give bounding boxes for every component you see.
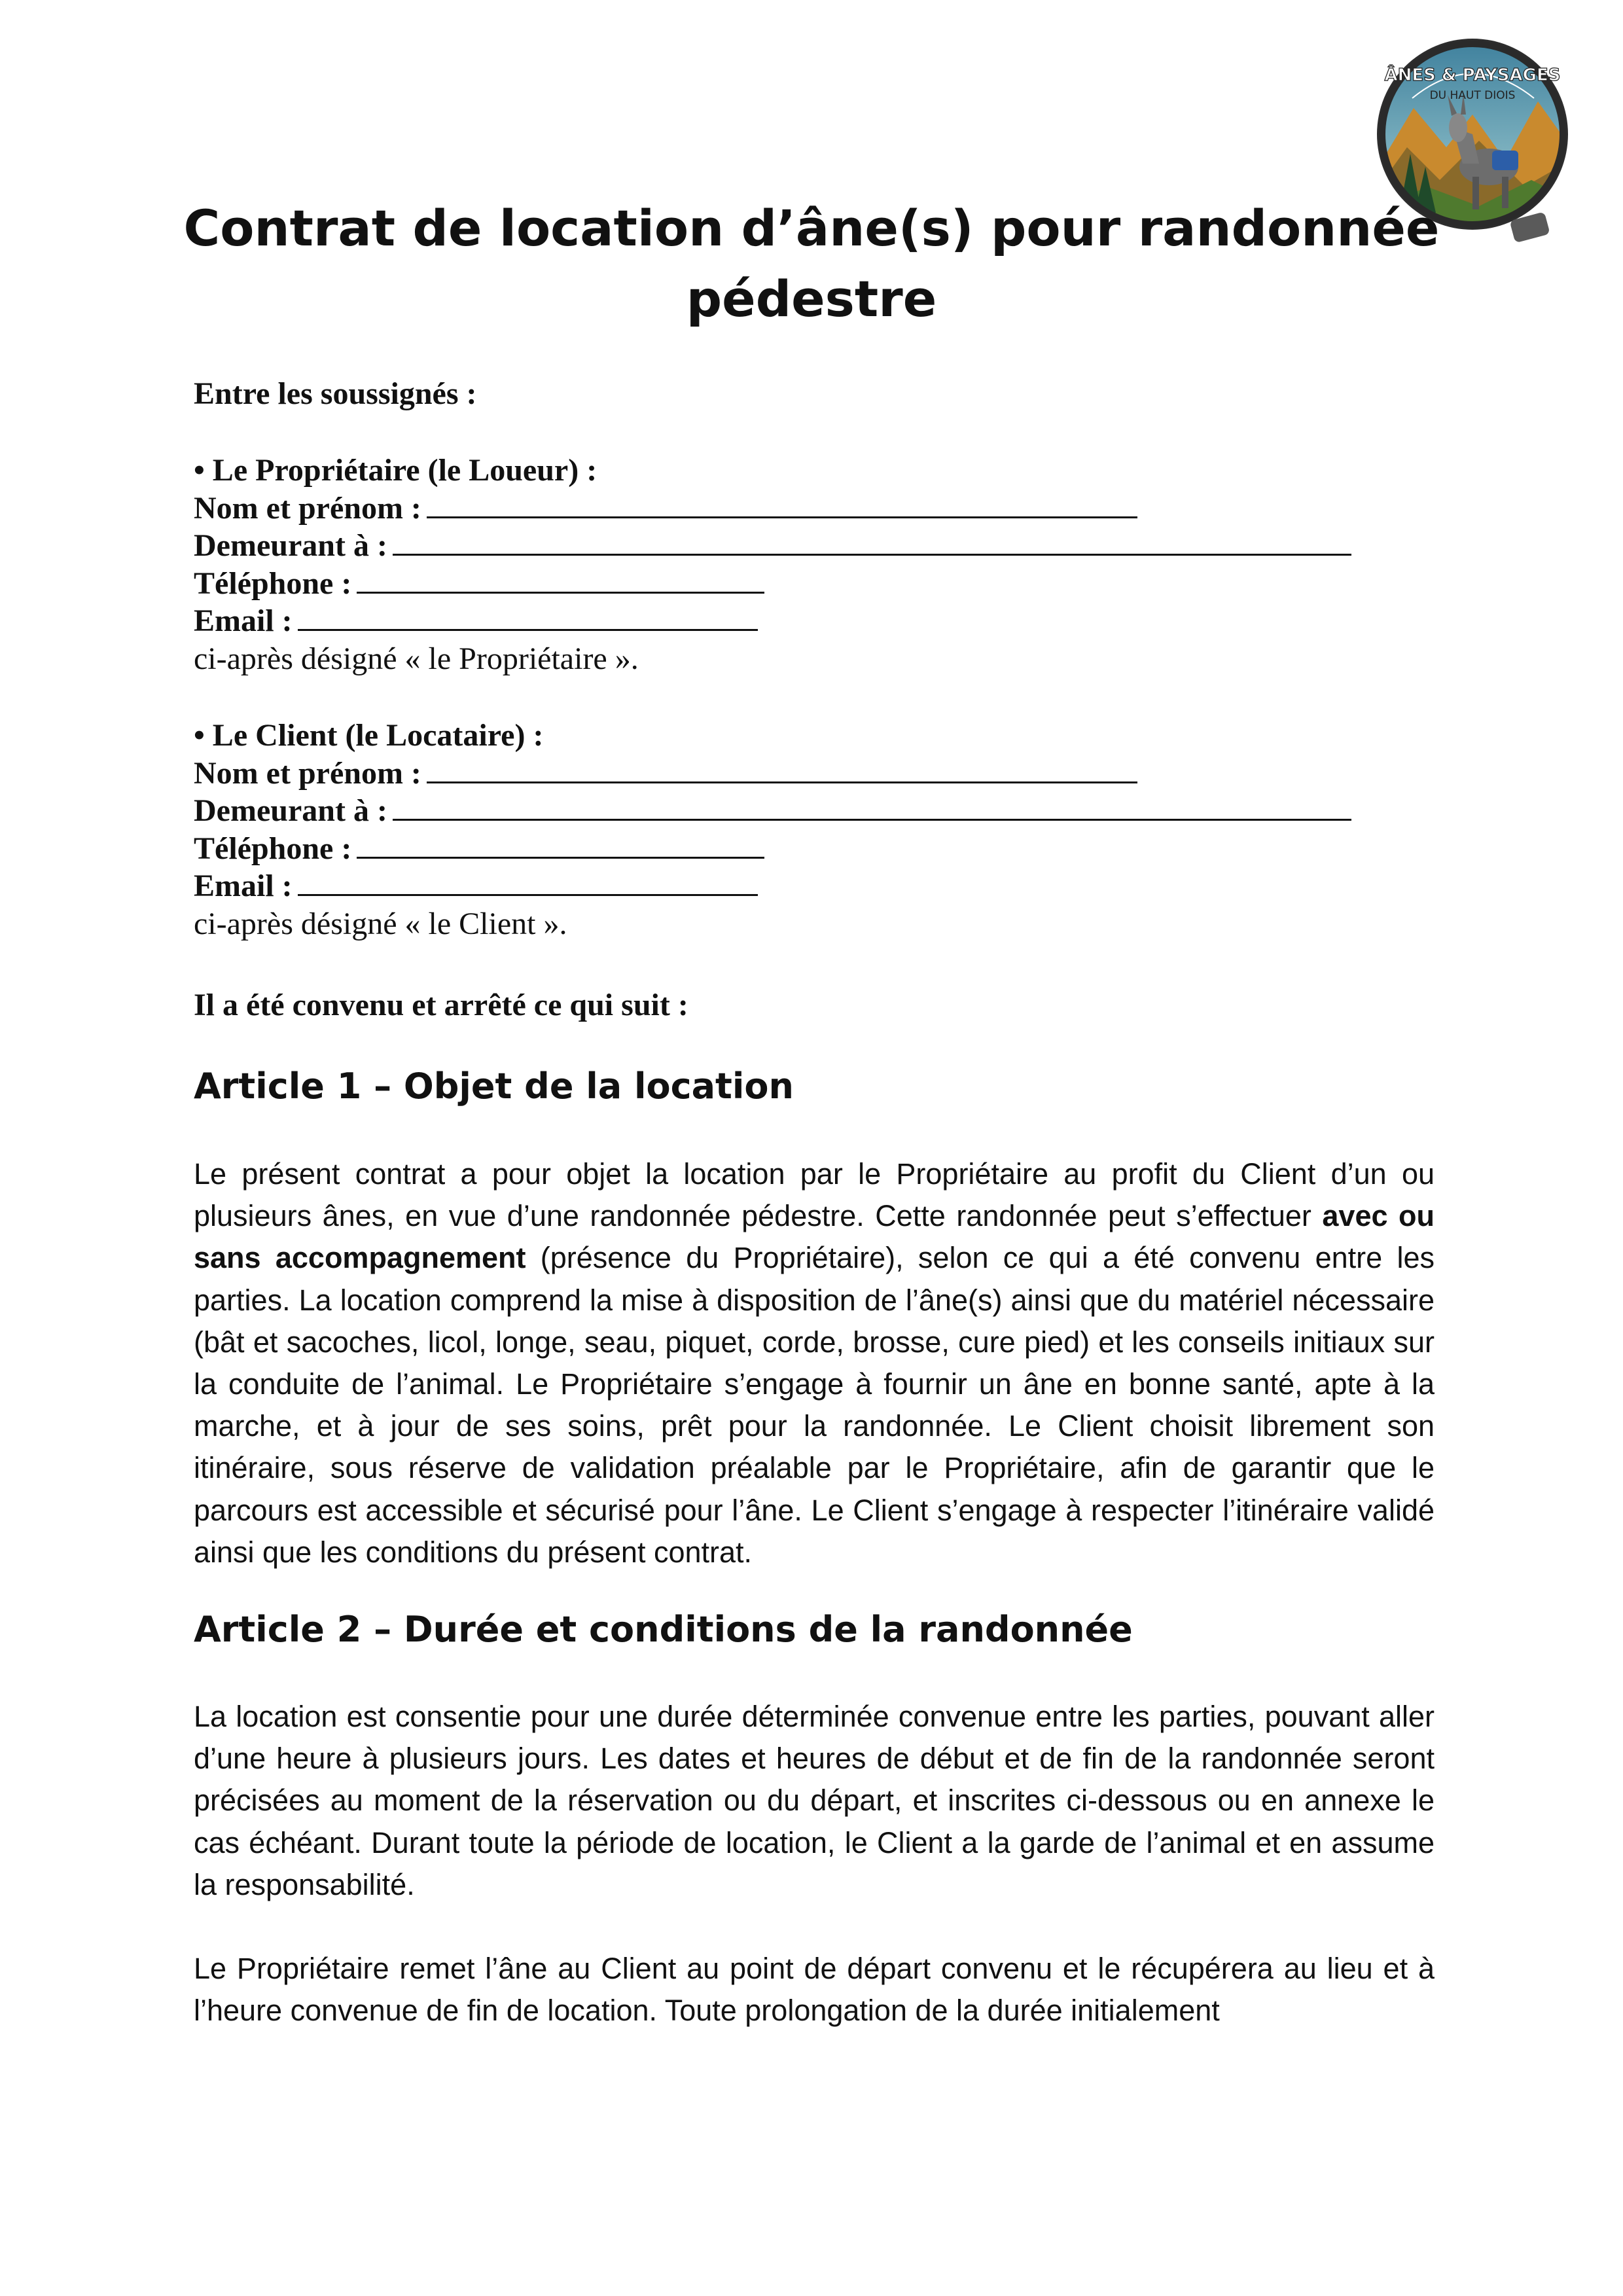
field-label-demeurant: Demeurant à : [194, 793, 387, 828]
logo-subtitle: DU HAUT DIOIS [1429, 89, 1516, 102]
party-proprietaire [194, 452, 1437, 677]
field-label-email: Email : [194, 603, 293, 638]
demeurant-field[interactable] [393, 793, 1351, 821]
article-2-paragraph-1: La location est consentie pour une durée déterminée convenue entre les parties, pouvant aller d’une heure à plusieurs jours. Les dates et heures de début et de fin de la randonnée seront précisées au moment de la réservation ou du départ, et inscrites ci-dessous ou en annexe le cas échéant. Durant toute la période de location, le Client a la garde de l’animal et en assume la responsabilité. [194, 1700, 1435, 1901]
field-label-telephone: Téléphone : [194, 831, 352, 866]
party-heading: • Le Client (le Locataire) : [194, 718, 544, 753]
article-1-text-a: Le présent contrat a pour objet la location par le Propriétaire au profit du Client d’un ou plusieurs ânes, en vue d’une randonnée pédestre. Cette randonnée peut s’effectuer [194, 1157, 1435, 1233]
soussignes-heading: Entre les soussignés : [194, 376, 477, 411]
field-label-nom: Nom et prénom : [194, 490, 421, 526]
nom-prenom-field[interactable] [427, 490, 1137, 518]
article-1-text [194, 1153, 1435, 1573]
party-designation: ci-après désigné « le Propriétaire ». [194, 641, 639, 676]
article-2-paragraph-2: Le Propriétaire remet l’âne au Client au point de départ convenu et le récupérera au lieu et à l’heure convenue de fin de location. Toute prolongation de la durée initialement [194, 1952, 1435, 2028]
article-1-text-bold: avec ou sans accompagnement [194, 1199, 1435, 1275]
nom-prenom-field[interactable] [427, 755, 1137, 783]
telephone-field[interactable] [357, 831, 764, 859]
field-label-demeurant: Demeurant à : [194, 528, 387, 563]
demeurant-field[interactable] [393, 528, 1351, 556]
document-title: Contrat de location d’âne(s) pour randonnée pédestre [183, 199, 1440, 328]
email-field[interactable] [298, 868, 758, 896]
email-field[interactable] [298, 603, 758, 631]
party-heading: • Le Propriétaire (le Loueur) : [194, 453, 597, 488]
logo-title: ÂNES & PAYSAGES [1384, 65, 1561, 85]
article-1-heading: Article 1 – Objet de la location [194, 1066, 794, 1107]
field-label-telephone: Téléphone : [194, 565, 352, 601]
party-designation: ci-après désigné « le Client ». [194, 906, 567, 941]
article-1-text-b: (présence du Propriétaire), selon ce qui a été convenu entre les parties. La location comprend la mise à disposition de l’âne(s) ainsi que du matériel nécessaire (bât et sacoches, licol, longe, seau, piquet, corde, brosse, cure pied) et les conseils initiaux sur la conduite de l’animal. Le Propriétaire s’engage à fournir un âne en bonne santé, apte à la marche, et à jour de ses soins, prêt pour la randonnée. Le Client choisit librement son itinéraire, sous réserve de validation préalable par le Propriétaire, afin de garantir que le parcours est accessible et sécurisé pour l’âne. Le Client s’engage à respecter l’itinéraire validé ainsi que les conditions du présent contrat. [194, 1241, 1435, 1569]
article-2-heading: Article 2 – Durée et conditions de la randonnée [194, 1609, 1133, 1650]
field-label-email: Email : [194, 869, 293, 903]
field-label-nom: Nom et prénom : [194, 755, 421, 791]
telephone-field[interactable] [357, 565, 764, 594]
convenu-heading: Il a été convenu et arrêté ce qui suit : [194, 988, 688, 1022]
party-client [194, 717, 1437, 942]
